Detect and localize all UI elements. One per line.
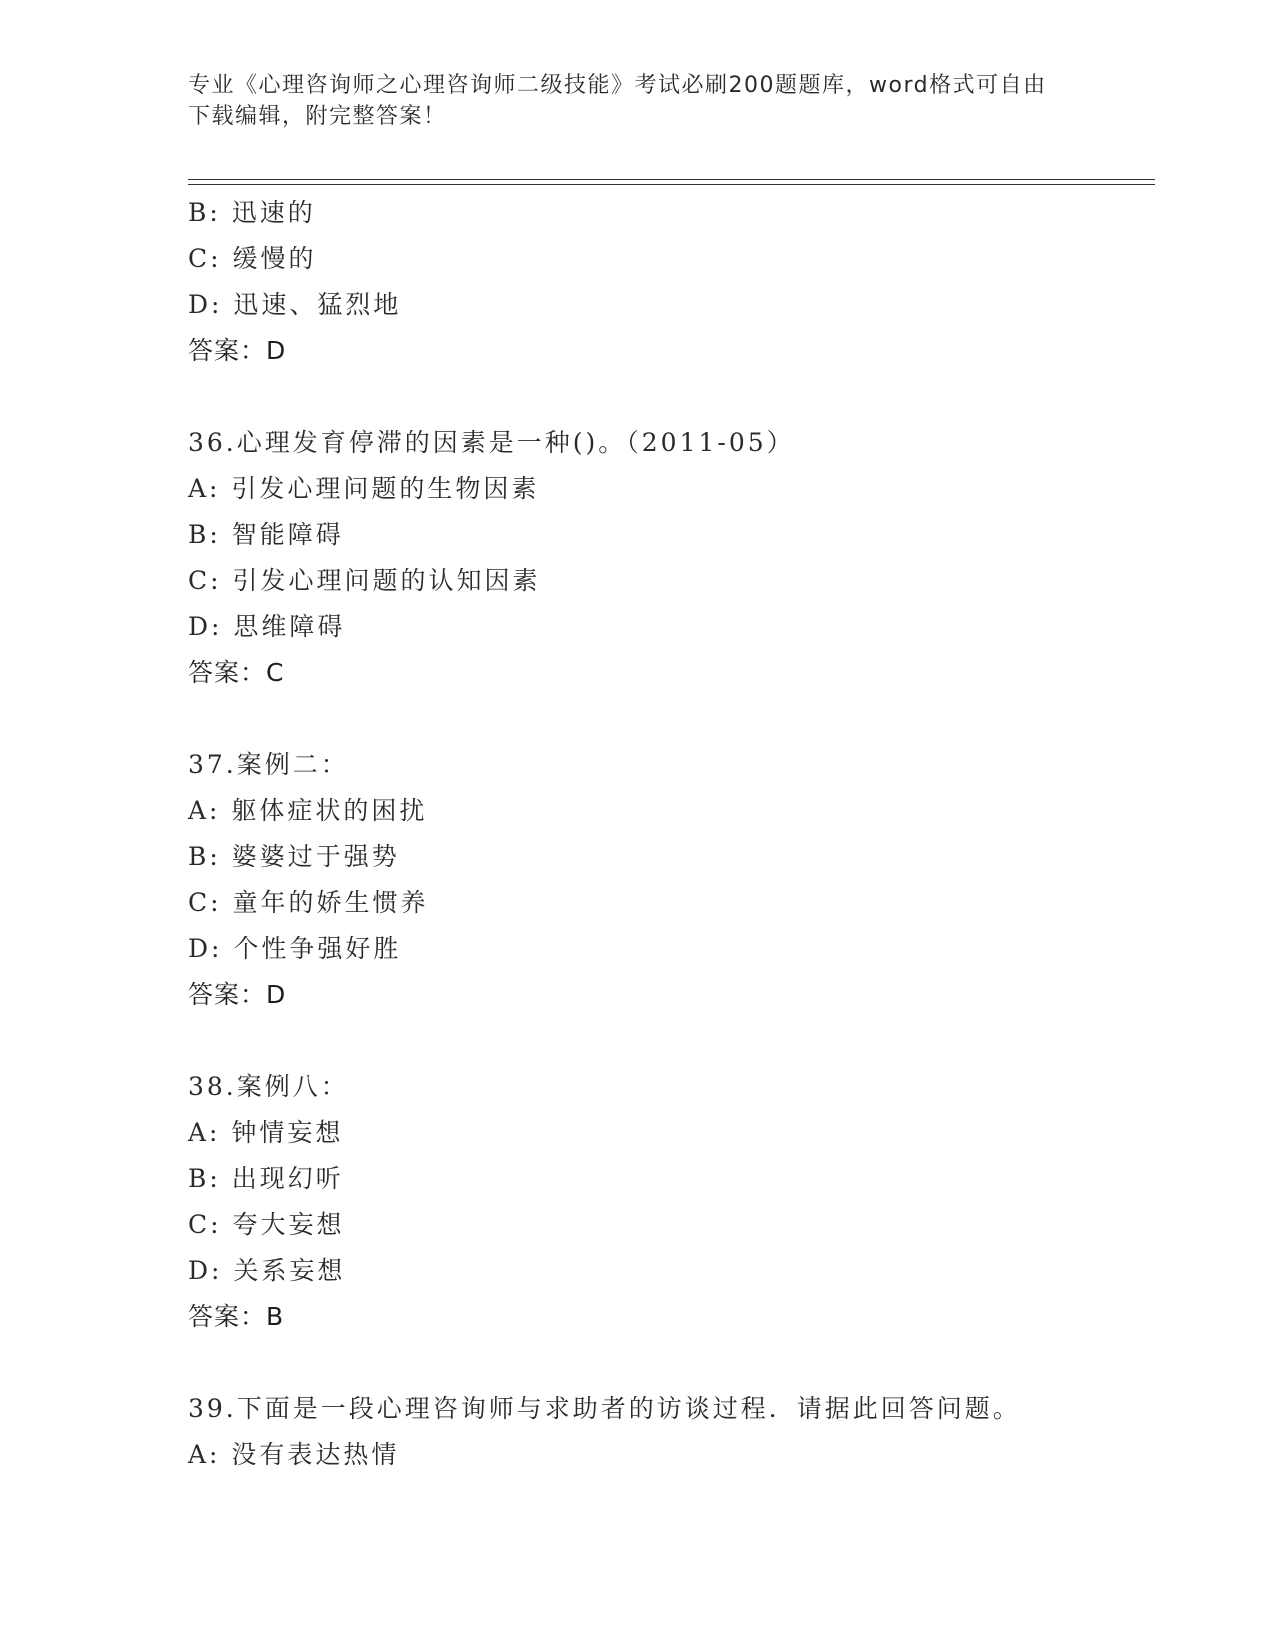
option-a: A: 躯体症状的困扰 [188,796,428,825]
answer-line: 答案：D [188,336,287,365]
header-divider [188,184,1155,185]
option-d: D: 迅速、猛烈地 [188,290,402,319]
option-c: C: 夸大妄想 [188,1210,345,1239]
document-header: 专业《心理咨询师之心理咨询师二级技能》考试必刷200题题库，word格式可自由下载编辑，附完整答案！ [188,73,1047,129]
header-divider [188,179,1155,180]
option-d: D: 关系妄想 [188,1256,346,1285]
option-b: B: 智能障碍 [188,520,344,549]
answer-line: 答案：B [188,1302,285,1331]
question-text: 39.下面是一段心理咨询师与求助者的访谈过程．请据此回答问题。 [188,1394,1021,1423]
option-b: B: 婆婆过于强势 [188,842,400,871]
option-c: C: 缓慢的 [188,244,317,273]
option-c: C: 童年的娇生惯养 [188,888,429,917]
question-block [188,1064,1148,1340]
question-block [188,420,1148,696]
option-a: A: 没有表达热情 [188,1440,400,1469]
question-block [188,1386,1148,1478]
option-b: B: 出现幻听 [188,1164,344,1193]
question-text: 36.心理发育停滞的因素是一种()。（2011-05） [188,428,795,457]
question-text: 38.案例八： [188,1072,349,1101]
answer-line: 答案：C [188,658,285,687]
option-a: A: 引发心理问题的生物因素 [188,474,540,503]
option-c: C: 引发心理问题的认知因素 [188,566,541,595]
option-b: B: 迅速的 [188,198,316,227]
option-d: D: 个性争强好胜 [188,934,402,963]
question-block [188,742,1148,1018]
question-list [188,190,1148,1478]
question-block [188,190,1148,374]
option-a: A: 钟情妄想 [188,1118,344,1147]
answer-line: 答案：D [188,980,287,1009]
option-d: D: 思维障碍 [188,612,346,641]
question-text: 37.案例二： [188,750,349,779]
